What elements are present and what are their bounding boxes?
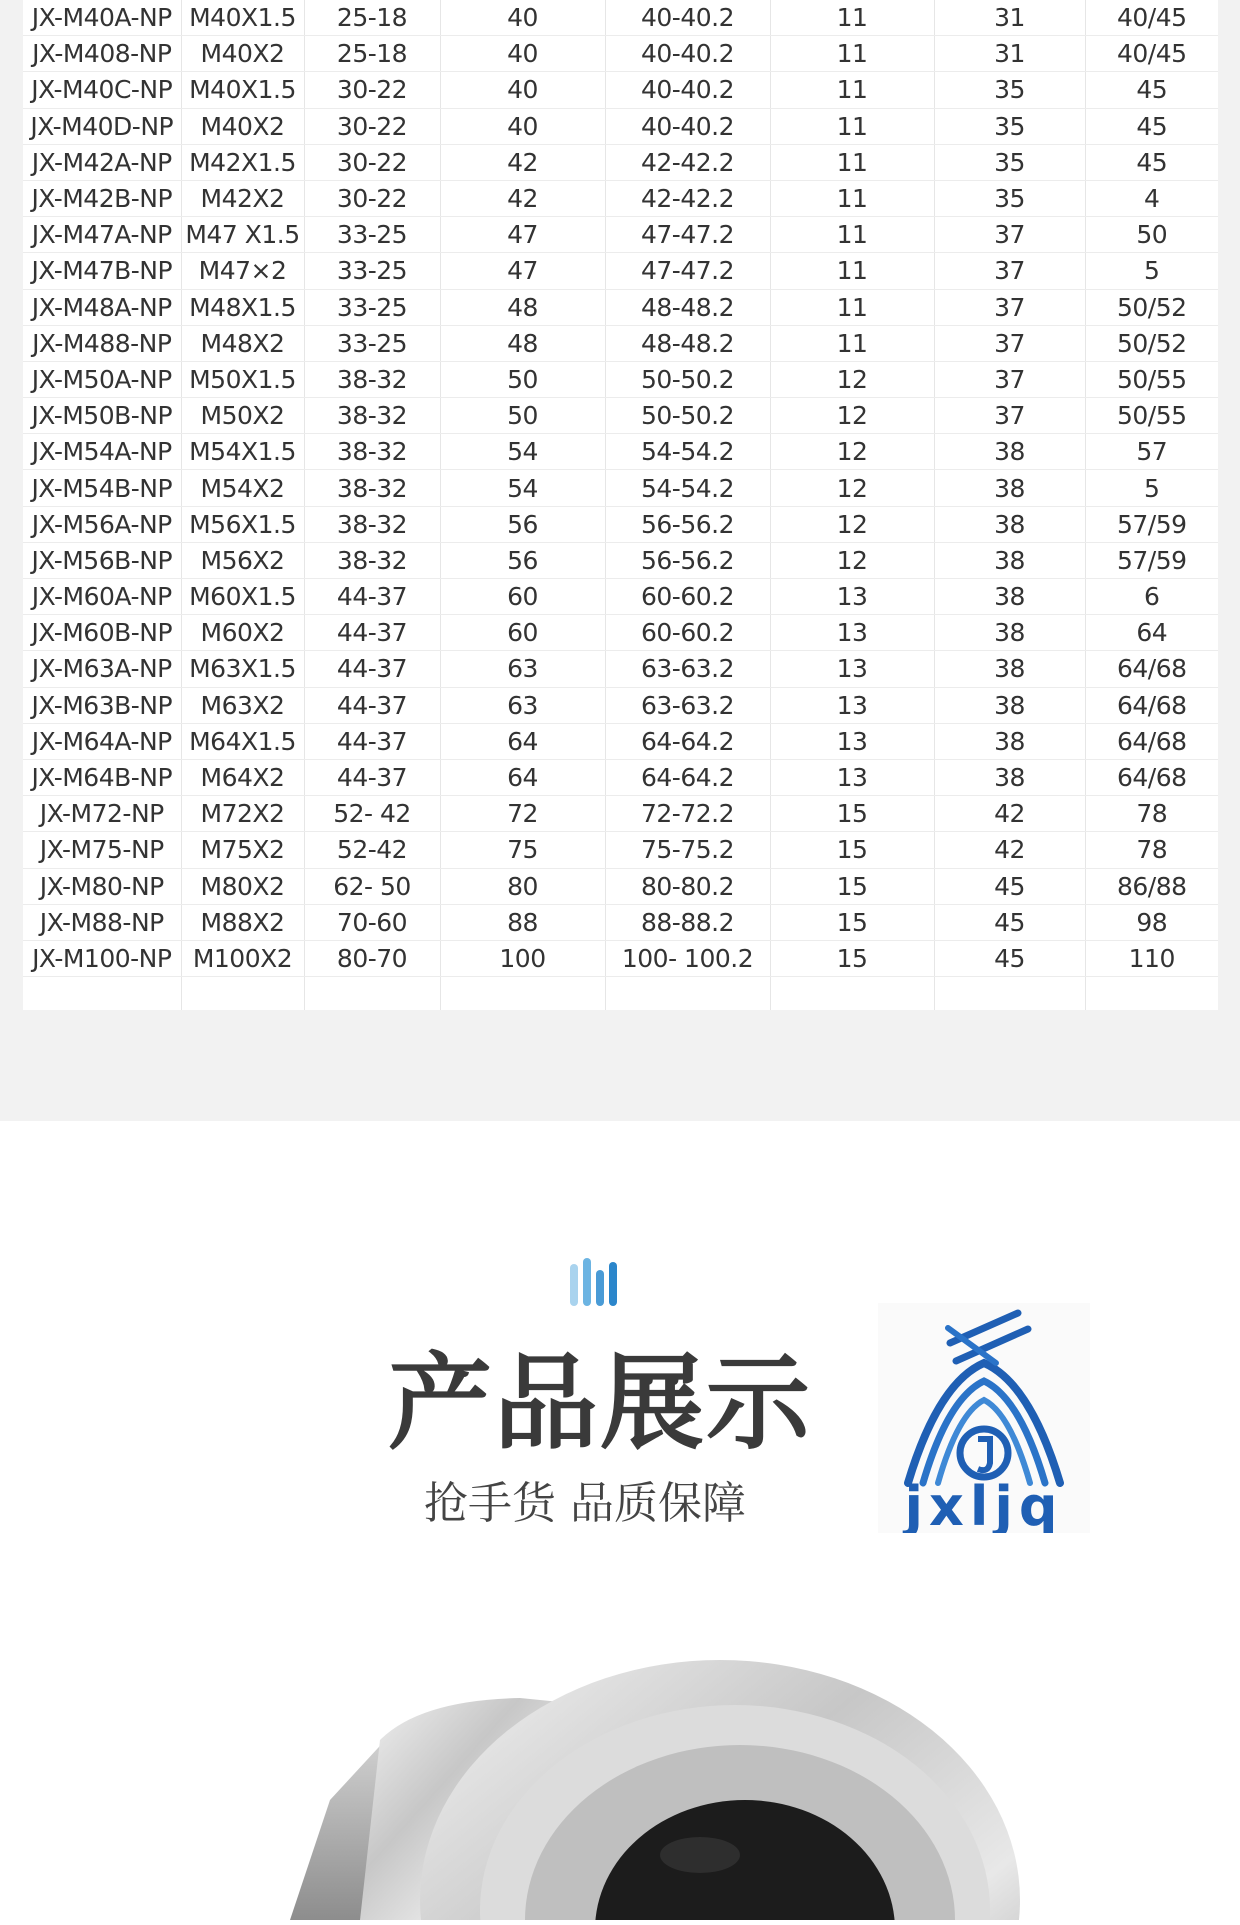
table-cell: 45	[1085, 108, 1218, 144]
table-cell: 47	[440, 253, 605, 289]
table-row	[23, 108, 1218, 144]
table-cell: 100- 100.2	[605, 940, 770, 976]
table-cell: 86/88	[1085, 868, 1218, 904]
table-row	[23, 940, 1218, 976]
table-cell: M56X1.5	[181, 506, 304, 542]
table-cell: 63	[440, 651, 605, 687]
table-cell: 50/52	[1085, 325, 1218, 361]
table-row	[23, 36, 1218, 72]
table-cell: 40-40.2	[605, 72, 770, 108]
table-cell: 47-47.2	[605, 217, 770, 253]
table-cell: 15	[770, 868, 934, 904]
table-cell: 38	[934, 687, 1085, 723]
table-cell: 38	[934, 615, 1085, 651]
table-cell: 11	[770, 36, 934, 72]
table-cell: 13	[770, 579, 934, 615]
showcase-subtitle: 抢手货 品质保障	[424, 1478, 746, 1529]
table-cell: 25-18	[304, 36, 440, 72]
table-cell: 40-40.2	[605, 108, 770, 144]
table-cell: 12	[770, 398, 934, 434]
table-cell: 37	[934, 253, 1085, 289]
table-row	[23, 289, 1218, 325]
table-cell: 62- 50	[304, 868, 440, 904]
showcase-title: 产品展示	[387, 1342, 812, 1464]
table-cell: 56-56.2	[605, 542, 770, 578]
table-cell: 40-40.2	[605, 36, 770, 72]
table-cell: 64/68	[1085, 651, 1218, 687]
table-cell: 64	[440, 723, 605, 759]
table-cell: 33-25	[304, 253, 440, 289]
table-cell: M48X2	[181, 325, 304, 361]
table-cell: 11	[770, 253, 934, 289]
table-cell: 37	[934, 217, 1085, 253]
table-cell: 42	[440, 144, 605, 180]
table-cell: 60-60.2	[605, 615, 770, 651]
table-cell: 15	[770, 832, 934, 868]
table-cell: M64X2	[181, 759, 304, 795]
table-cell: 38-32	[304, 542, 440, 578]
table-row	[23, 253, 1218, 289]
table-cell: JX-M40A-NP	[23, 0, 181, 36]
table-cell: 30-22	[304, 72, 440, 108]
table-cell: JX-M40C-NP	[23, 72, 181, 108]
table-cell: 12	[770, 506, 934, 542]
table-row	[23, 651, 1218, 687]
table-row	[23, 723, 1218, 759]
table-cell-empty	[1085, 977, 1218, 1011]
table-cell: 40/45	[1085, 36, 1218, 72]
table-cell: 50/55	[1085, 398, 1218, 434]
table-row	[23, 72, 1218, 108]
table-cell: 13	[770, 759, 934, 795]
table-cell: 45	[934, 904, 1085, 940]
table-cell: 44-37	[304, 579, 440, 615]
table-cell: 54	[440, 470, 605, 506]
table-cell: 64/68	[1085, 759, 1218, 795]
table-cell: M60X1.5	[181, 579, 304, 615]
table-cell: M100X2	[181, 940, 304, 976]
table-cell: JX-M408-NP	[23, 36, 181, 72]
table-cell: 42	[934, 796, 1085, 832]
table-cell: 50	[440, 361, 605, 397]
table-row	[23, 217, 1218, 253]
table-cell: M50X2	[181, 398, 304, 434]
table-cell: 6	[1085, 579, 1218, 615]
table-row	[23, 615, 1218, 651]
table-cell: JX-M42B-NP	[23, 180, 181, 216]
table-row	[23, 868, 1218, 904]
table-cell: 60	[440, 615, 605, 651]
table-cell: 5	[1085, 470, 1218, 506]
table-cell: 50/55	[1085, 361, 1218, 397]
table-cell: 13	[770, 651, 934, 687]
spec-table	[23, 0, 1218, 1010]
table-cell: 37	[934, 289, 1085, 325]
table-row	[23, 325, 1218, 361]
table-cell: 38-32	[304, 470, 440, 506]
table-row	[23, 904, 1218, 940]
table-cell: 38	[934, 723, 1085, 759]
table-cell: M64X1.5	[181, 723, 304, 759]
table-cell: 38	[934, 579, 1085, 615]
table-cell: 60-60.2	[605, 579, 770, 615]
table-cell: JX-M54A-NP	[23, 434, 181, 470]
table-cell: 72	[440, 796, 605, 832]
table-row	[23, 361, 1218, 397]
table-cell: 11	[770, 144, 934, 180]
table-cell: 56	[440, 506, 605, 542]
table-cell: M42X1.5	[181, 144, 304, 180]
table-cell: JX-M42A-NP	[23, 144, 181, 180]
table-cell: 38-32	[304, 506, 440, 542]
table-cell: 63-63.2	[605, 651, 770, 687]
table-cell: 50/52	[1085, 289, 1218, 325]
table-cell: JX-M50A-NP	[23, 361, 181, 397]
cable-gland-image	[0, 1640, 1240, 1920]
table-cell: 48	[440, 289, 605, 325]
table-cell: 75-75.2	[605, 832, 770, 868]
table-cell: 12	[770, 470, 934, 506]
table-row	[23, 579, 1218, 615]
table-cell: JX-M47A-NP	[23, 217, 181, 253]
table-cell: 38	[934, 542, 1085, 578]
table-cell: JX-M63A-NP	[23, 651, 181, 687]
table-cell: M54X2	[181, 470, 304, 506]
table-cell: JX-M56B-NP	[23, 542, 181, 578]
table-cell: JX-M100-NP	[23, 940, 181, 976]
table-row	[23, 0, 1218, 36]
table-cell: 64/68	[1085, 687, 1218, 723]
table-cell: 60	[440, 579, 605, 615]
table-cell: 64	[440, 759, 605, 795]
table-cell: 30-22	[304, 144, 440, 180]
table-cell: 88	[440, 904, 605, 940]
table-cell: 15	[770, 940, 934, 976]
table-cell: 40/45	[1085, 0, 1218, 36]
table-cell: 56-56.2	[605, 506, 770, 542]
table-cell: 42	[934, 832, 1085, 868]
table-cell: JX-M54B-NP	[23, 470, 181, 506]
table-cell: 88-88.2	[605, 904, 770, 940]
table-cell-empty	[934, 977, 1085, 1011]
table-cell-empty	[304, 977, 440, 1011]
table-cell: M40X1.5	[181, 72, 304, 108]
table-cell: 110	[1085, 940, 1218, 976]
table-cell-empty	[23, 977, 181, 1011]
table-cell: 12	[770, 542, 934, 578]
table-cell: 4	[1085, 180, 1218, 216]
table-cell: M47 X1.5	[181, 217, 304, 253]
table-cell-empty	[605, 977, 770, 1011]
product-photo-cable-gland	[0, 1640, 1240, 1920]
table-cell: 64/68	[1085, 723, 1218, 759]
table-cell-empty	[770, 977, 934, 1011]
table-cell: 56	[440, 542, 605, 578]
table-cell: 70-60	[304, 904, 440, 940]
table-cell: 78	[1085, 832, 1218, 868]
table-cell: 11	[770, 0, 934, 36]
table-cell: M63X1.5	[181, 651, 304, 687]
table-cell: 38	[934, 470, 1085, 506]
table-cell: 44-37	[304, 723, 440, 759]
table-cell: 37	[934, 325, 1085, 361]
table-cell: M75X2	[181, 832, 304, 868]
table-cell: M56X2	[181, 542, 304, 578]
table-cell: 45	[1085, 144, 1218, 180]
table-cell: 80	[440, 868, 605, 904]
table-cell: 48-48.2	[605, 289, 770, 325]
table-cell: JX-M88-NP	[23, 904, 181, 940]
table-cell: 13	[770, 723, 934, 759]
table-row	[23, 759, 1218, 795]
table-cell: 63	[440, 687, 605, 723]
table-cell: 100	[440, 940, 605, 976]
table-cell: 38	[934, 651, 1085, 687]
table-cell: 54	[440, 434, 605, 470]
table-cell: 78	[1085, 796, 1218, 832]
table-cell: 30-22	[304, 108, 440, 144]
table-row	[23, 832, 1218, 868]
table-cell: 38-32	[304, 434, 440, 470]
table-cell: JX-M64A-NP	[23, 723, 181, 759]
table-cell: M54X1.5	[181, 434, 304, 470]
table-cell: 44-37	[304, 759, 440, 795]
table-cell: JX-M60A-NP	[23, 579, 181, 615]
table-cell: 38	[934, 434, 1085, 470]
table-cell: JX-M60B-NP	[23, 615, 181, 651]
table-row	[23, 180, 1218, 216]
table-cell: 64-64.2	[605, 723, 770, 759]
table-cell: 57	[1085, 434, 1218, 470]
table-cell: 64	[1085, 615, 1218, 651]
brand-logo-text: jxljq	[904, 1475, 1064, 1533]
table-cell: M48X1.5	[181, 289, 304, 325]
table-cell: 38	[934, 506, 1085, 542]
table-cell: 38-32	[304, 361, 440, 397]
table-cell: 98	[1085, 904, 1218, 940]
table-cell: 50-50.2	[605, 361, 770, 397]
table-cell: 15	[770, 904, 934, 940]
table-cell: JX-M50B-NP	[23, 398, 181, 434]
table-cell: 64-64.2	[605, 759, 770, 795]
table-row-empty	[23, 977, 1218, 1011]
table-cell: 11	[770, 72, 934, 108]
table-cell: 45	[1085, 72, 1218, 108]
table-cell: 47-47.2	[605, 253, 770, 289]
table-cell: M40X1.5	[181, 0, 304, 36]
table-cell: 35	[934, 144, 1085, 180]
brand-logo-graphic	[878, 1303, 1090, 1533]
table-cell: 12	[770, 361, 934, 397]
table-cell: 30-22	[304, 180, 440, 216]
table-cell: JX-M80-NP	[23, 868, 181, 904]
table-cell: M72X2	[181, 796, 304, 832]
table-cell: 40	[440, 108, 605, 144]
table-cell: 5	[1085, 253, 1218, 289]
table-cell: 52- 42	[304, 796, 440, 832]
table-cell: M50X1.5	[181, 361, 304, 397]
table-cell: M47×2	[181, 253, 304, 289]
table-cell: 45	[934, 940, 1085, 976]
table-cell: JX-M63B-NP	[23, 687, 181, 723]
table-cell: M60X2	[181, 615, 304, 651]
table-cell: 42	[440, 180, 605, 216]
table-cell: JX-M64B-NP	[23, 759, 181, 795]
table-cell: 63-63.2	[605, 687, 770, 723]
table-cell: 15	[770, 796, 934, 832]
table-row	[23, 506, 1218, 542]
table-cell: 50	[440, 398, 605, 434]
brand-logo	[878, 1303, 1090, 1533]
table-cell: JX-M75-NP	[23, 832, 181, 868]
table-cell: 35	[934, 72, 1085, 108]
table-cell: 11	[770, 289, 934, 325]
table-cell: 75	[440, 832, 605, 868]
table-cell: JX-M56A-NP	[23, 506, 181, 542]
table-cell: JX-M72-NP	[23, 796, 181, 832]
table-cell: 40	[440, 0, 605, 36]
table-cell: 25-18	[304, 0, 440, 36]
table-cell: M63X2	[181, 687, 304, 723]
table-cell: 44-37	[304, 687, 440, 723]
table-cell: 50-50.2	[605, 398, 770, 434]
table-cell-empty	[181, 977, 304, 1011]
table-cell: 37	[934, 398, 1085, 434]
table-cell: 54-54.2	[605, 470, 770, 506]
table-cell: M80X2	[181, 868, 304, 904]
table-cell: 52-42	[304, 832, 440, 868]
table-cell: 11	[770, 108, 934, 144]
table-cell: JX-M47B-NP	[23, 253, 181, 289]
table-cell: 54-54.2	[605, 434, 770, 470]
table-cell: 38	[934, 759, 1085, 795]
table-row	[23, 542, 1218, 578]
table-cell: JX-M488-NP	[23, 325, 181, 361]
table-cell: 50	[1085, 217, 1218, 253]
table-cell: 38-32	[304, 398, 440, 434]
table-cell: 47	[440, 217, 605, 253]
table-cell: 33-25	[304, 217, 440, 253]
table-cell: 11	[770, 217, 934, 253]
table-row	[23, 796, 1218, 832]
table-cell: M42X2	[181, 180, 304, 216]
table-cell: M40X2	[181, 36, 304, 72]
table-row	[23, 434, 1218, 470]
table-cell: 72-72.2	[605, 796, 770, 832]
title-decoration-icon	[570, 1258, 620, 1306]
table-cell: 33-25	[304, 325, 440, 361]
table-cell: 35	[934, 180, 1085, 216]
table-row	[23, 398, 1218, 434]
table-cell: M88X2	[181, 904, 304, 940]
table-cell: JX-M40D-NP	[23, 108, 181, 144]
table-cell: 42-42.2	[605, 180, 770, 216]
table-cell: 44-37	[304, 651, 440, 687]
table-cell: 13	[770, 687, 934, 723]
table-cell: M40X2	[181, 108, 304, 144]
table-cell: 31	[934, 36, 1085, 72]
table-cell: 40	[440, 36, 605, 72]
table-cell: 80-70	[304, 940, 440, 976]
table-cell: 13	[770, 615, 934, 651]
table-cell: 35	[934, 108, 1085, 144]
table-row	[23, 144, 1218, 180]
table-cell: 37	[934, 361, 1085, 397]
table-cell: 33-25	[304, 289, 440, 325]
table-cell: 12	[770, 434, 934, 470]
table-cell: 42-42.2	[605, 144, 770, 180]
spec-table-body	[23, 0, 1218, 1010]
table-cell: 40-40.2	[605, 0, 770, 36]
table-cell: 57/59	[1085, 542, 1218, 578]
table-cell-empty	[440, 977, 605, 1011]
table-cell: JX-M48A-NP	[23, 289, 181, 325]
table-cell: 40	[440, 72, 605, 108]
table-cell: 57/59	[1085, 506, 1218, 542]
table-cell: 11	[770, 325, 934, 361]
table-cell: 45	[934, 868, 1085, 904]
table-row	[23, 687, 1218, 723]
table-cell: 80-80.2	[605, 868, 770, 904]
table-cell: 48	[440, 325, 605, 361]
table-row	[23, 470, 1218, 506]
table-cell: 31	[934, 0, 1085, 36]
table-cell: 48-48.2	[605, 325, 770, 361]
table-cell: 11	[770, 180, 934, 216]
table-cell: 44-37	[304, 615, 440, 651]
